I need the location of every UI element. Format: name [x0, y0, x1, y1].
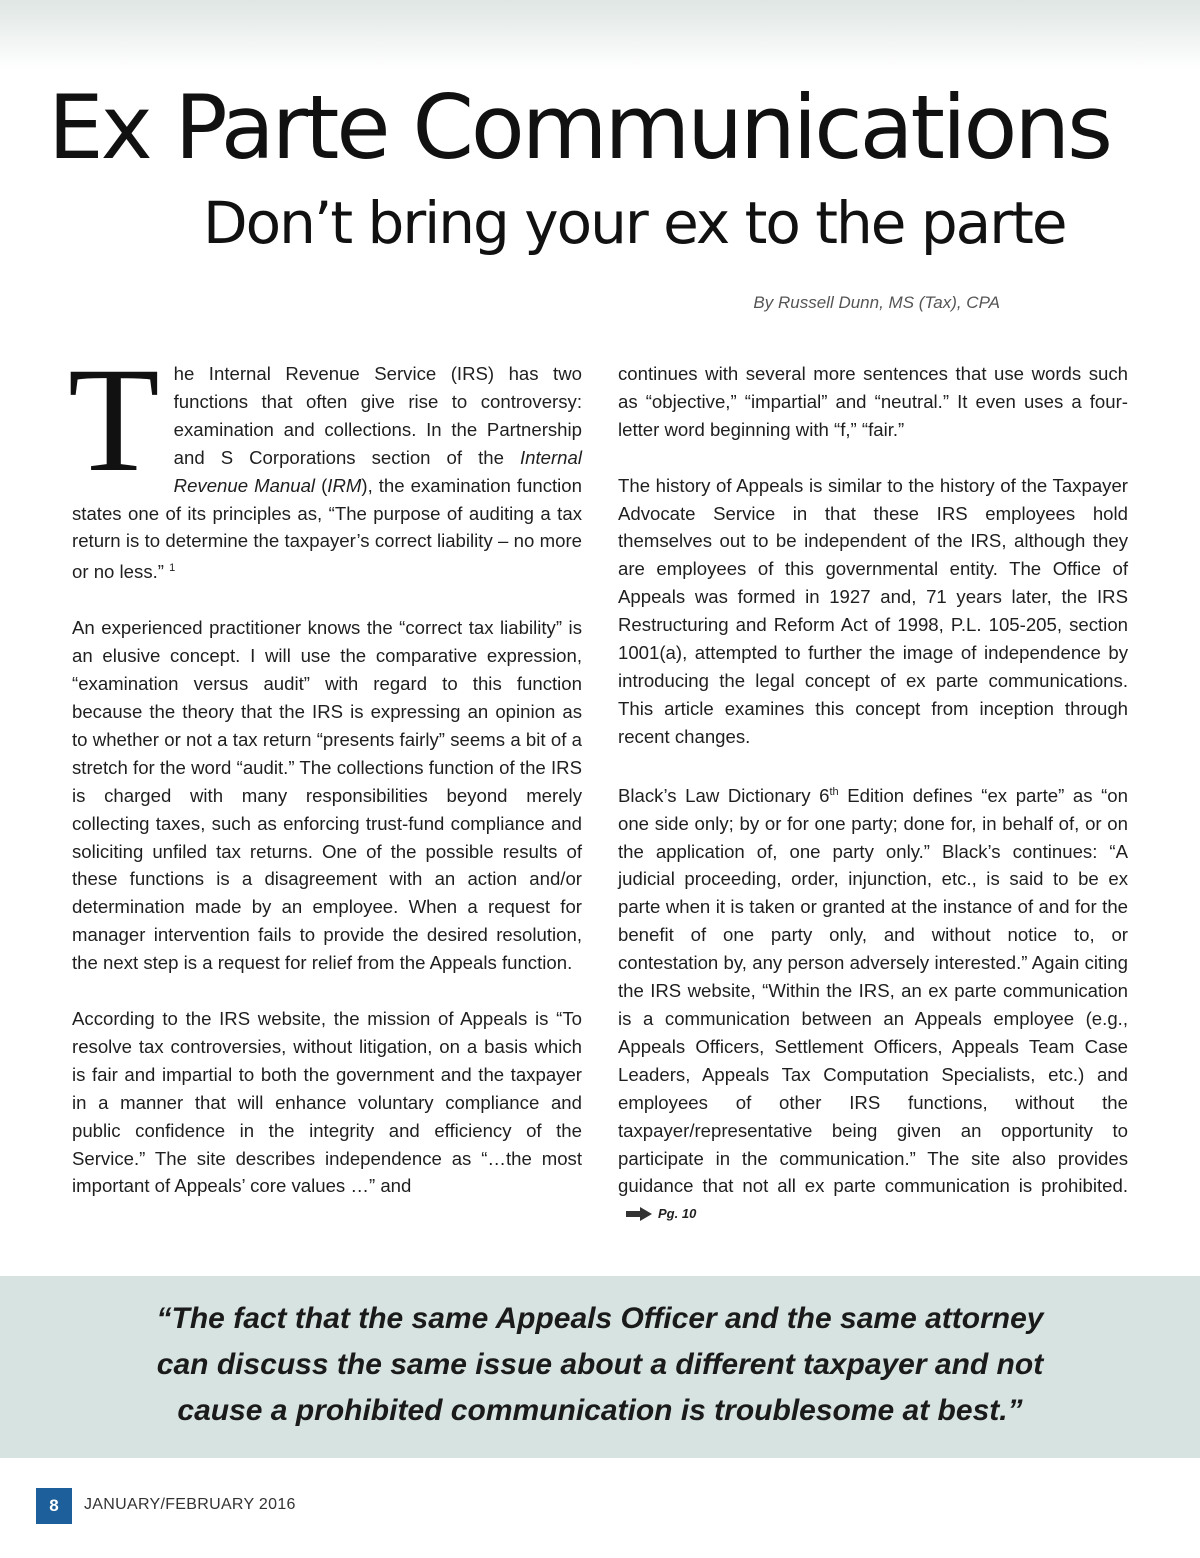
- continued-page-label: Pg. 10: [658, 1206, 697, 1222]
- paragraph: According to the IRS website, the mission of Appeals is “To resolve tax controversies, without litigation, on a basis which is fair and impartial to both the government and the taxpayer in a manner that will enhance voluntary compliance and public confidence in the integrity and efficiency of the Service.” The site describes independence as “…the most important of Appeals’ core values …” and: [72, 1008, 582, 1197]
- article-title: Ex Parte Communications: [48, 76, 1110, 179]
- header-gradient: [0, 0, 1200, 70]
- paragraph: An experienced practitioner knows the “correct tax liability” is an elusive concept. I will use the comparative expression, “examination versus audit” with regard to this function because the theory that the IRS is expressing an opinion as to whether or not a tax return “presents fairly” seems a bit of a stretch for the word “audit.” The collections function of the IRS is charged with many responsibilities beyond merely collecting taxes, such as enforcing trust-fund compliance and soliciting unfiled tax returns. One of the possible results of these functions is a disagreement with an action and/or determination made by an employee. When a request for manager intervention fails to provide the desired resolution, the next step is a request for relief from the Appeals function.: [72, 617, 582, 974]
- page-number: 8: [36, 1488, 72, 1524]
- paragraph: [68, 337, 582, 586]
- pullquote: “The fact that the same Appeals Officer and the same attorney can discuss the same issue about a different taxpayer and not cause a prohibited communication is troublesome at best.”: [156, 1302, 1044, 1427]
- paragraph: [618, 779, 1128, 1230]
- drop-cap: T: [68, 337, 160, 503]
- left-column: [68, 337, 582, 1228]
- paragraph-text: Edition defines “ex parte” as “on one side only; by or for one party; done for, in behalf of, or on the application of, one party only.” Black’s continues: “A judicial proceeding, order, injunction, etc., is said to be ex parte when it is taken or granted at the instance of and for the benefit of one party only, and without notice to, or contestation by, any person adversely interested.” Again citing the IRS website, “Within the IRS, an ex parte communication is a communication between an Appeals employee (e.g., Appeals Officers, Settlement Officers, Appeals Team Case Leaders, Appeals Tax Computation Specialists, etc.) and employees of other IRS functions, without the taxpayer/representative being given an opportunity to participate in the communication.” The site also provides guidance that not all ex parte communication is prohibited.: [618, 784, 1128, 1197]
- paragraph-text: (: [315, 474, 328, 496]
- paragraph-text: Black’s Law Dictionary 6: [618, 784, 830, 806]
- continued-reference[interactable]: [626, 1200, 696, 1228]
- right-arrow-icon: [626, 1207, 652, 1221]
- irm-abbrev: IRM: [327, 474, 362, 496]
- paragraph: continues with several more sentences that use words such as “objective,” “impartial” and “neutral.” It even uses a four-letter word beginning with “f,” “fair.”: [618, 363, 1128, 440]
- right-column: [618, 360, 1128, 1257]
- footnote-marker: 1: [169, 562, 176, 575]
- paragraph: The history of Appeals is similar to the history of the Taxpayer Advocate Service in that these IRS employees hold themselves out to be independent of the IRS, although they are employees of this governmental entity. The Office of Appeals was formed in 1927 and, 71 years later, the IRS Restructuring and Reform Act of 1998, P.L. 105-205, section 1001(a), attempted to further the image of independence by introducing the legal concept of ex parte communications. This article examines this concept from inception through recent changes.: [618, 474, 1128, 747]
- article-subtitle: Don’t bring your ex to the parte: [203, 189, 1066, 257]
- byline: By Russell Dunn, MS (Tax), CPA: [753, 293, 1000, 312]
- irm-title: Internal Revenue Manual: [173, 446, 582, 496]
- issue-date: JANUARY/FEBRUARY 2016: [84, 1496, 296, 1513]
- paragraph-text: ), the examination function states one of its principles as, “The purpose of auditing a tax return is to determine the taxpayer’s correct liability – no more or no less.”: [72, 474, 582, 583]
- superscript: th: [829, 785, 839, 798]
- paragraph-text: he Internal Revenue Service (IRS) has two functions that often give rise to controversy: examination and collections. In the Partnership and S Corporations section of the: [173, 363, 582, 468]
